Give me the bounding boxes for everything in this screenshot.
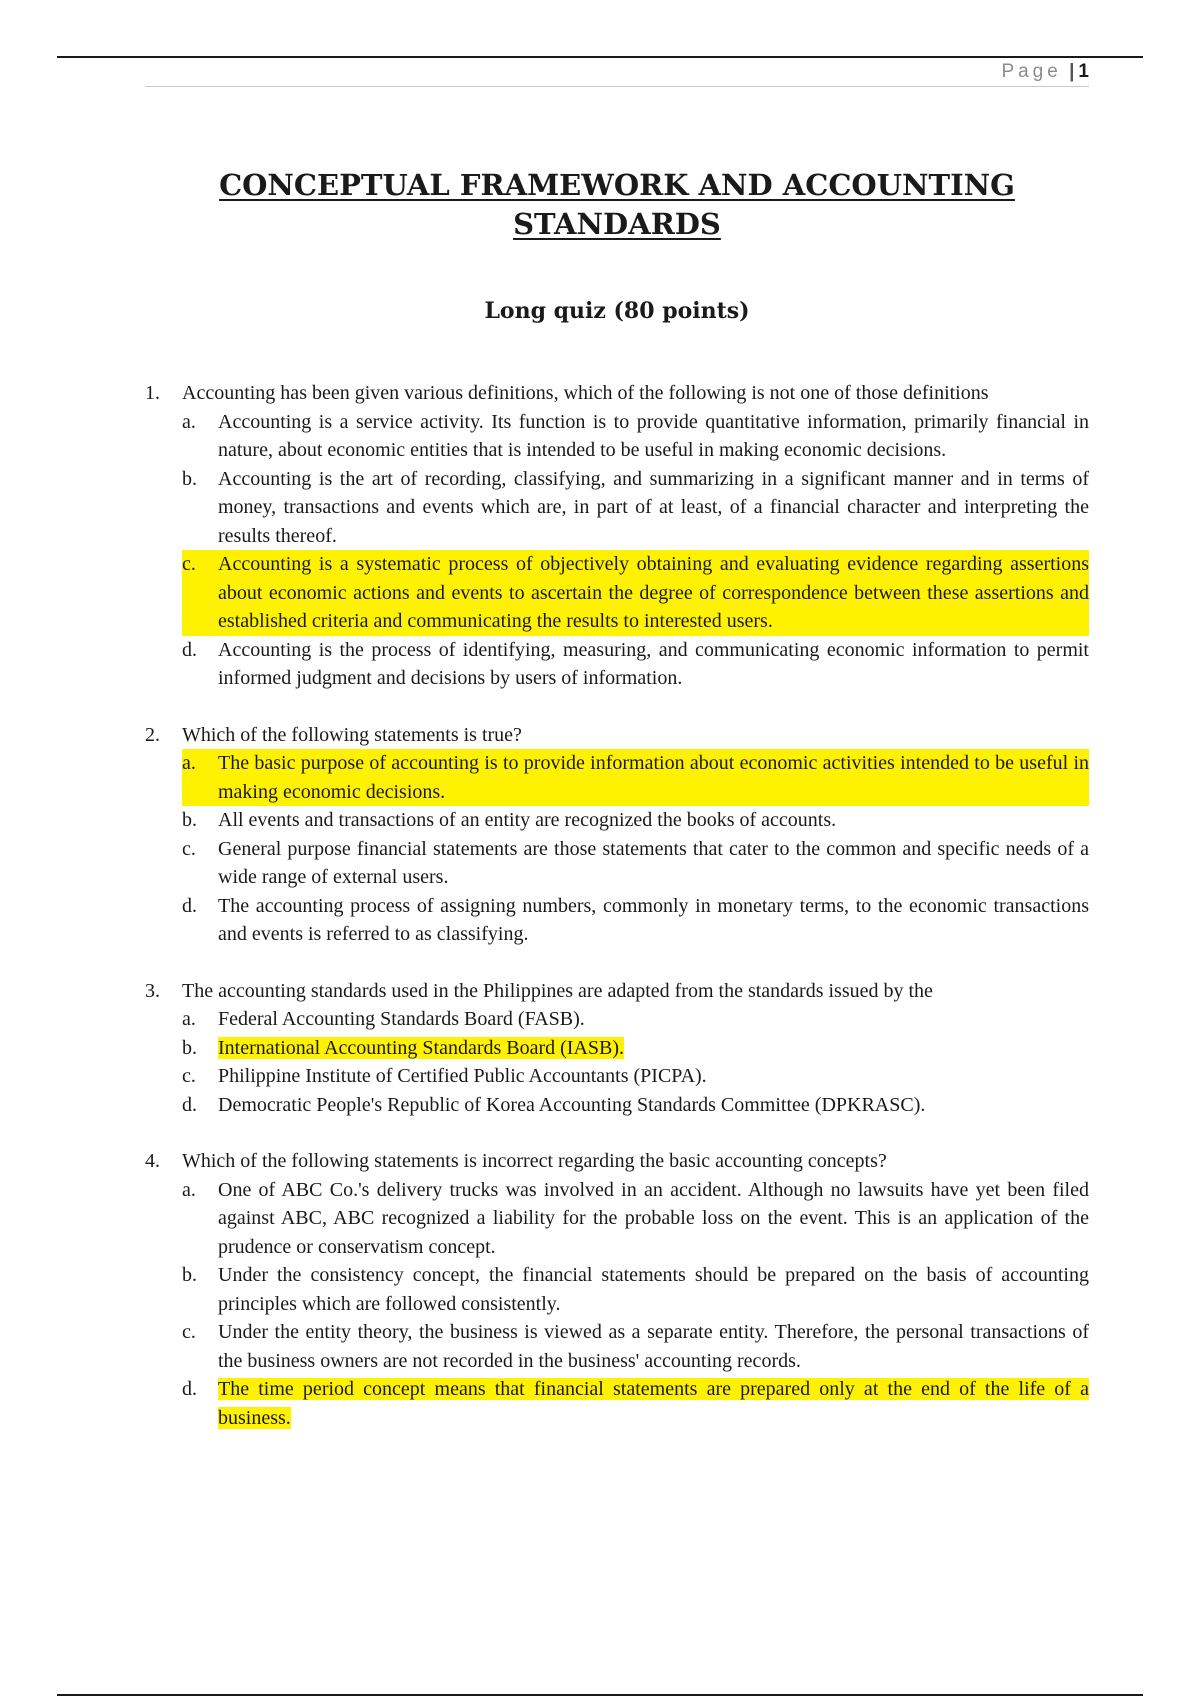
option-text-highlighted: International Accounting Standards Board (IASB). xyxy=(218,1036,625,1059)
option-1a xyxy=(182,408,1089,465)
option-2b xyxy=(182,806,1089,835)
question-3 xyxy=(145,977,1089,1120)
page-number: 1 xyxy=(1078,61,1089,82)
option-text-highlighted: The time period concept means that financial statements are prepared only at the end of the life of a business. xyxy=(218,1378,1089,1429)
option-3c xyxy=(182,1062,1089,1091)
option-3d xyxy=(182,1091,1089,1120)
option-1b xyxy=(182,465,1089,551)
option-4d xyxy=(182,1375,1089,1432)
option-letter: a. xyxy=(182,752,196,774)
option-text: One of ABC Co.'s delivery trucks was involved in an accident. Although no lawsuits have yet been filed against ABC, ABC recognized a liability for the probable loss on the event. This is an application of the prudence or conservatism concept. xyxy=(218,1178,1089,1258)
option-letter: c. xyxy=(182,1321,196,1343)
option-text: Democratic People's Republic of Korea Accounting Standards Committee (DPKRASC). xyxy=(218,1093,926,1116)
option-letter: d. xyxy=(182,1093,197,1116)
option-4c xyxy=(182,1318,1089,1375)
option-text: The basic purpose of accounting is to provide information about economic activities intended to be useful in making economic decisions. xyxy=(218,752,1089,803)
option-letter: d. xyxy=(182,894,197,917)
page-label: Page xyxy=(1001,61,1062,82)
option-list xyxy=(182,1005,1089,1119)
option-text: Federal Accounting Standards Board (FASB). xyxy=(218,1008,585,1030)
option-letter: a. xyxy=(182,1008,196,1030)
option-letter: a. xyxy=(182,1178,196,1201)
option-1c-highlighted xyxy=(182,550,1089,636)
option-2a-highlighted xyxy=(182,749,1089,806)
option-1d xyxy=(182,636,1089,693)
question-number: 4. xyxy=(145,1150,160,1172)
option-text: Accounting is a service activity. Its function is to provide quantitative information, primarily financial in nature, about economic entities that is intended to be useful in making economic decisions. xyxy=(218,410,1089,461)
document-title: CONCEPTUAL FRAMEWORK AND ACCOUNTING STANDARDS xyxy=(219,168,1015,241)
question-number: 1. xyxy=(145,382,160,404)
option-4b xyxy=(182,1261,1089,1318)
question-text: Which of the following statements is incorrect regarding the basic accounting concepts? xyxy=(182,1150,887,1172)
option-letter: b. xyxy=(182,467,197,490)
question-4 xyxy=(145,1147,1089,1432)
option-3b xyxy=(182,1034,1089,1063)
question-text: The accounting standards used in the Philippines are adapted from the standards issued by the xyxy=(182,979,933,1002)
option-letter: b. xyxy=(182,809,197,831)
question-2 xyxy=(145,721,1089,949)
question-number: 3. xyxy=(145,979,160,1002)
question-1 xyxy=(145,379,1089,693)
option-letter: c. xyxy=(182,553,196,575)
option-text: General purpose financial statements are those statements that cater to the common and specific needs of a wide range of external users. xyxy=(218,837,1089,888)
option-text: The accounting process of assigning numbers, commonly in monetary terms, to the economic transactions and events is referred to as classifying. xyxy=(218,894,1089,945)
question-text: Accounting has been given various definitions, which of the following is not one of those definitions xyxy=(182,382,989,404)
option-letter: d. xyxy=(182,638,197,661)
option-letter: b. xyxy=(182,1036,197,1059)
question-text: Which of the following statements is true? xyxy=(182,723,522,746)
option-text: Accounting is the process of identifying, measuring, and communicating economic information to permit informed judgment and decisions by users of information. xyxy=(218,638,1089,689)
option-letter: a. xyxy=(182,410,196,433)
option-list xyxy=(182,749,1089,949)
question-list xyxy=(145,379,1089,1460)
bottom-rule xyxy=(57,1694,1143,1696)
option-2d xyxy=(182,892,1089,949)
option-text: Accounting is the art of recording, classifying, and summarizing in a significant manner and in terms of money, transactions and events which are, in part of at least, of a financial character and interpreting the results thereof. xyxy=(218,467,1089,547)
question-number: 2. xyxy=(145,723,160,746)
option-text: Accounting is a systematic process of objectively obtaining and evaluating evidence regarding assertions about economic actions and events to ascertain the degree of correspondence between these assertions and established criteria and communicating the results to interested users. xyxy=(218,553,1089,632)
option-text: Philippine Institute of Certified Public Accountants (PICPA). xyxy=(218,1065,707,1087)
option-letter: c. xyxy=(182,1065,196,1087)
option-letter: d. xyxy=(182,1378,197,1400)
document-subtitle: Long quiz (80 points) xyxy=(484,298,750,324)
page-separator: | xyxy=(1069,61,1075,82)
option-3a xyxy=(182,1005,1089,1034)
page-header xyxy=(145,58,1089,87)
option-letter: c. xyxy=(182,837,196,860)
option-list xyxy=(182,1176,1089,1433)
option-text: Under the entity theory, the business is viewed as a separate entity. Therefore, the personal transactions of the business owners are not recorded in the business' accounting records. xyxy=(218,1321,1089,1372)
option-text: All events and transactions of an entity are recognized the books of accounts. xyxy=(218,809,837,831)
option-text: Under the consistency concept, the financial statements should be prepared on the basis of accounting principles which are followed consistently. xyxy=(218,1264,1089,1315)
option-list xyxy=(182,408,1089,693)
option-letter: b. xyxy=(182,1264,197,1286)
option-4a xyxy=(182,1176,1089,1262)
option-2c xyxy=(182,835,1089,892)
